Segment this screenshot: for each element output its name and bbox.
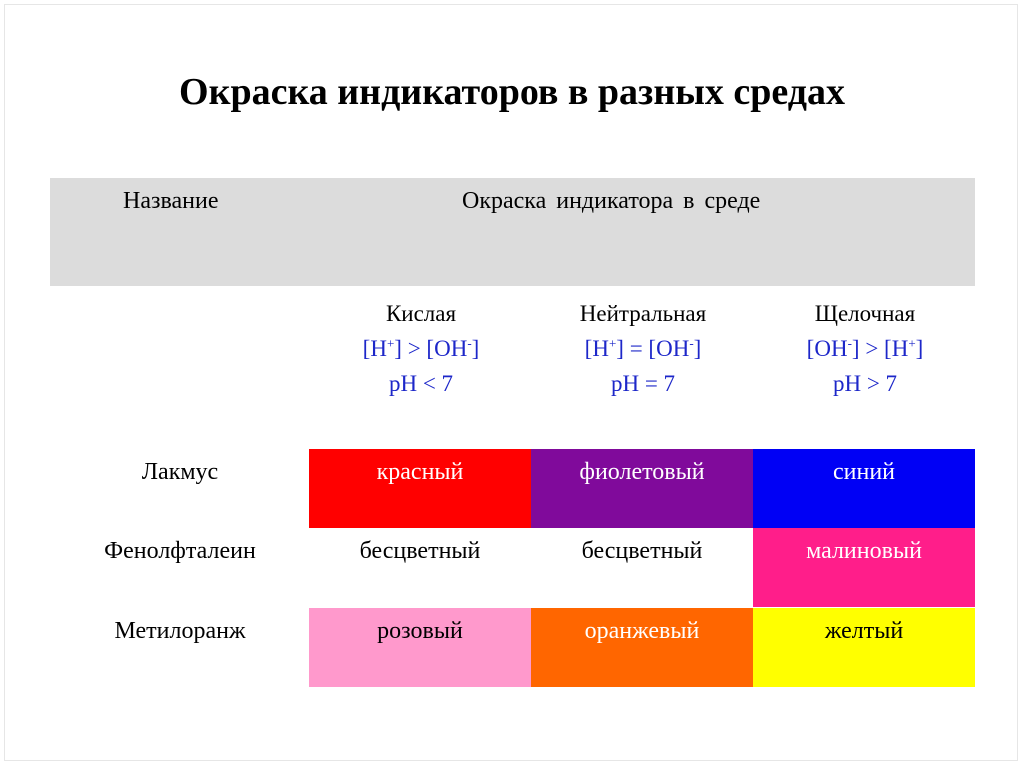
env-column-neutral <box>531 296 755 401</box>
env-column-alkaline <box>753 296 977 401</box>
ph-value: pH > 7 <box>832 371 898 396</box>
env-name: Щелочная <box>814 301 916 326</box>
indicator-name-phenolphthalein: Фенолфталеин <box>104 538 256 564</box>
column-header-name: Название <box>123 188 219 214</box>
color-cell-litmus-acidic: красный <box>309 449 531 528</box>
color-cell-litmus-alkaline: синий <box>753 449 975 528</box>
ph-value: pH = 7 <box>610 371 676 396</box>
color-cell-methyl-orange-neutral: оранжевый <box>531 608 753 687</box>
ph-value: pH < 7 <box>388 371 454 396</box>
env-name: Кислая <box>385 301 457 326</box>
indicator-name-litmus: Лакмус <box>141 459 219 485</box>
color-cell-methyl-orange-alkaline: желтый <box>753 608 975 687</box>
ion-relation: [H+] > [OH-] <box>362 335 480 361</box>
env-name: Нейтральная <box>579 301 707 326</box>
color-cell-methyl-orange-acidic: розовый <box>309 608 531 687</box>
color-cell-phenolphthalein-neutral: бесцветный <box>531 528 753 607</box>
color-cell-phenolphthalein-acidic: бесцветный <box>309 528 531 607</box>
ion-relation: [OH-] > [H+] <box>806 335 924 361</box>
column-header-environment: Окраска индикатора в среде <box>462 188 761 214</box>
page-title: Окраска индикаторов в разных средах <box>179 71 845 113</box>
color-cell-phenolphthalein-alkaline: малиновый <box>753 528 975 607</box>
color-cell-litmus-neutral: фиолетовый <box>531 449 753 528</box>
ion-relation: [H+] = [OH-] <box>584 335 702 361</box>
env-column-acidic <box>309 296 533 401</box>
indicator-name-methyl-orange: Метилоранж <box>114 618 246 644</box>
